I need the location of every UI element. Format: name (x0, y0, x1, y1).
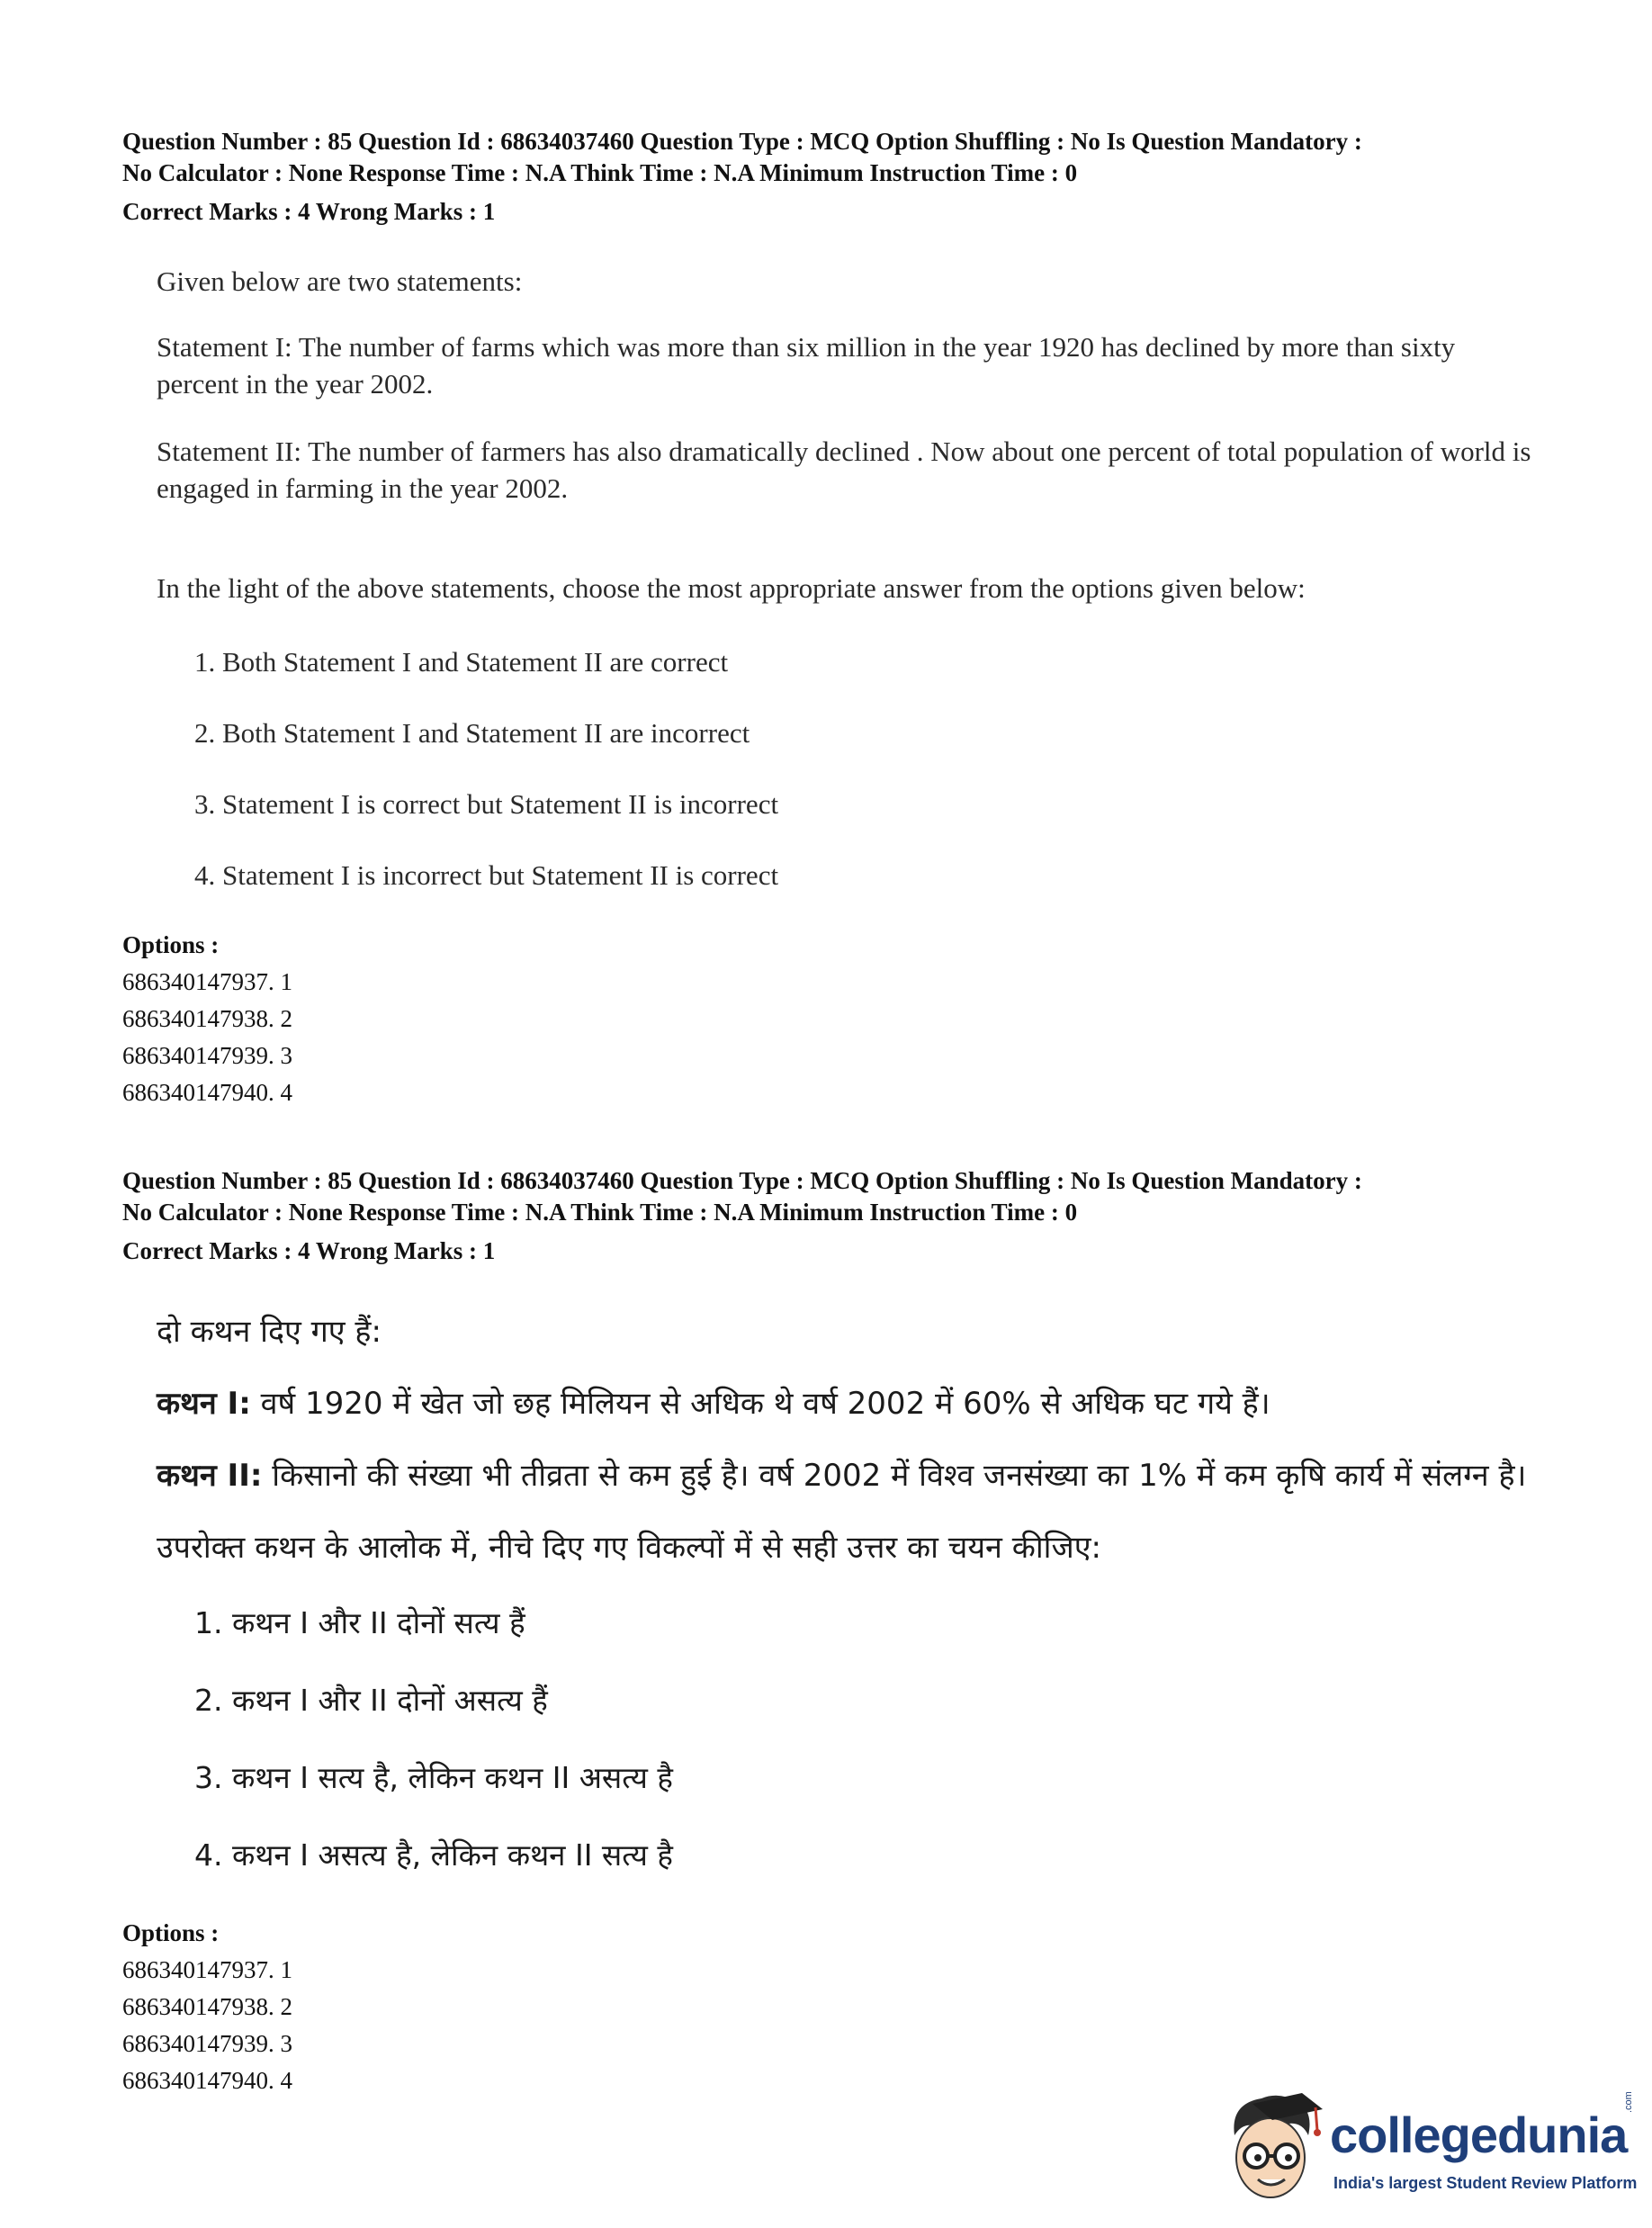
logo-suffix: .com (1623, 2091, 1634, 2113)
meta-line-2: No Calculator : None Response Time : N.A Think Time : N.A Minimum Instruction Time : 0 (122, 159, 1078, 186)
options-hindi (122, 1915, 292, 2099)
statement-1-text: वर्ष 1920 में खेत जो छह मिलियन से अधिक थे वर्ष 2002 में 60% से अधिक घट गये हैं। (250, 1386, 1270, 1422)
statement-2-label: कथन II: (157, 1458, 263, 1494)
meta-line-1: Question Number : 85 Question Id : 68634037460 Question Type : MCQ Option Shuffling : No Is Question Mandatory : (122, 128, 1362, 155)
option-id-3: 686340147939. 3 (122, 2030, 292, 2057)
statement-1 (157, 1381, 1553, 1453)
statement-2-text: किसानो की संख्या भी तीव्रता से कम हुई है। वर्ष 2002 में विश्व जनसंख्या का 1% में कम कृषि कार्य में संलग्न है। (262, 1458, 1527, 1494)
logo-tagline: India's largest Student Review Platform (1333, 2174, 1638, 2192)
option-id-3: 686340147939. 3 (122, 1042, 292, 1069)
option-id-1: 686340147937. 1 (122, 1956, 292, 1983)
choice-1: 1. Both Statement I and Statement II are correct (194, 646, 729, 678)
option-id-4: 686340147940. 4 (122, 2067, 292, 2094)
option-id-2: 686340147938. 2 (122, 1993, 292, 2020)
answer-choices-hindi (194, 1602, 673, 1874)
choice-3: 3. Statement I is correct but Statement II is incorrect (194, 788, 779, 820)
meta-line-2: No Calculator : None Response Time : N.A Think Time : N.A Minimum Instruction Time : 0 (122, 1199, 1078, 1226)
question-instruction: In the light of the above statements, choose the most appropriate answer from the options given below: (157, 572, 1306, 604)
options-english (122, 927, 292, 1111)
meta-line-3: Correct Marks : 4 Wrong Marks : 1 (122, 198, 496, 225)
meta-line-3: Correct Marks : 4 Wrong Marks : 1 (122, 1237, 496, 1264)
choice-2: 2. Both Statement I and Statement II are incorrect (194, 717, 750, 749)
statement-1-label: कथन I: (157, 1386, 251, 1422)
meta-line-1: Question Number : 85 Question Id : 68634037460 Question Type : MCQ Option Shuffling : No Is Question Mandatory : (122, 1167, 1362, 1194)
question-meta-hindi (122, 1165, 1535, 1267)
choice-3: 3. कथन I सत्य है, लेकिन कथन II असत्य है (194, 1760, 673, 1795)
choice-2: 2. कथन I और II दोनों असत्य हैं (194, 1683, 548, 1718)
logo-wordmark: collegedunia (1330, 2107, 1628, 2163)
option-id-4: 686340147940. 4 (122, 1079, 292, 1106)
question-intro: Given below are two statements: (157, 265, 523, 297)
question-body-english (157, 263, 1544, 606)
question-instruction: उपरोक्त कथन के आलोक में, नीचे दिए गए विकल्पों में से सही उत्तर का चयन कीजिए: (157, 1530, 1101, 1566)
choice-4: 4. कथन I असत्य है, लेकिन कथन II सत्य है (194, 1837, 673, 1873)
answer-choices-english (194, 646, 778, 892)
option-id-1: 686340147937. 1 (122, 968, 292, 995)
mascot-icon (1217, 2086, 1324, 2212)
question-intro: दो कथन दिए गए हैं: (157, 1314, 382, 1350)
collegedunia-logo (1217, 2086, 1639, 2212)
choice-4: 4. Statement I is incorrect but Statement II is correct (194, 859, 779, 891)
statement-2: Statement II: The number of farmers has also dramatically declined . Now about one percent of total population of world is engaged in farming in the year 2002. (157, 436, 1531, 504)
options-label: Options : (122, 931, 220, 958)
options-label: Options : (122, 1919, 220, 1946)
choice-1: 1. कथन I और II दोनों सत्य हैं (194, 1605, 525, 1640)
statement-1: Statement I: The number of farms which was more than six million in the year 1920 has declined by more than sixty percent in the year 2002. (157, 331, 1456, 400)
statement-2 (157, 1453, 1553, 1525)
option-id-2: 686340147938. 2 (122, 1005, 292, 1032)
question-meta-english (122, 126, 1535, 228)
question-body-hindi (157, 1309, 1553, 1567)
